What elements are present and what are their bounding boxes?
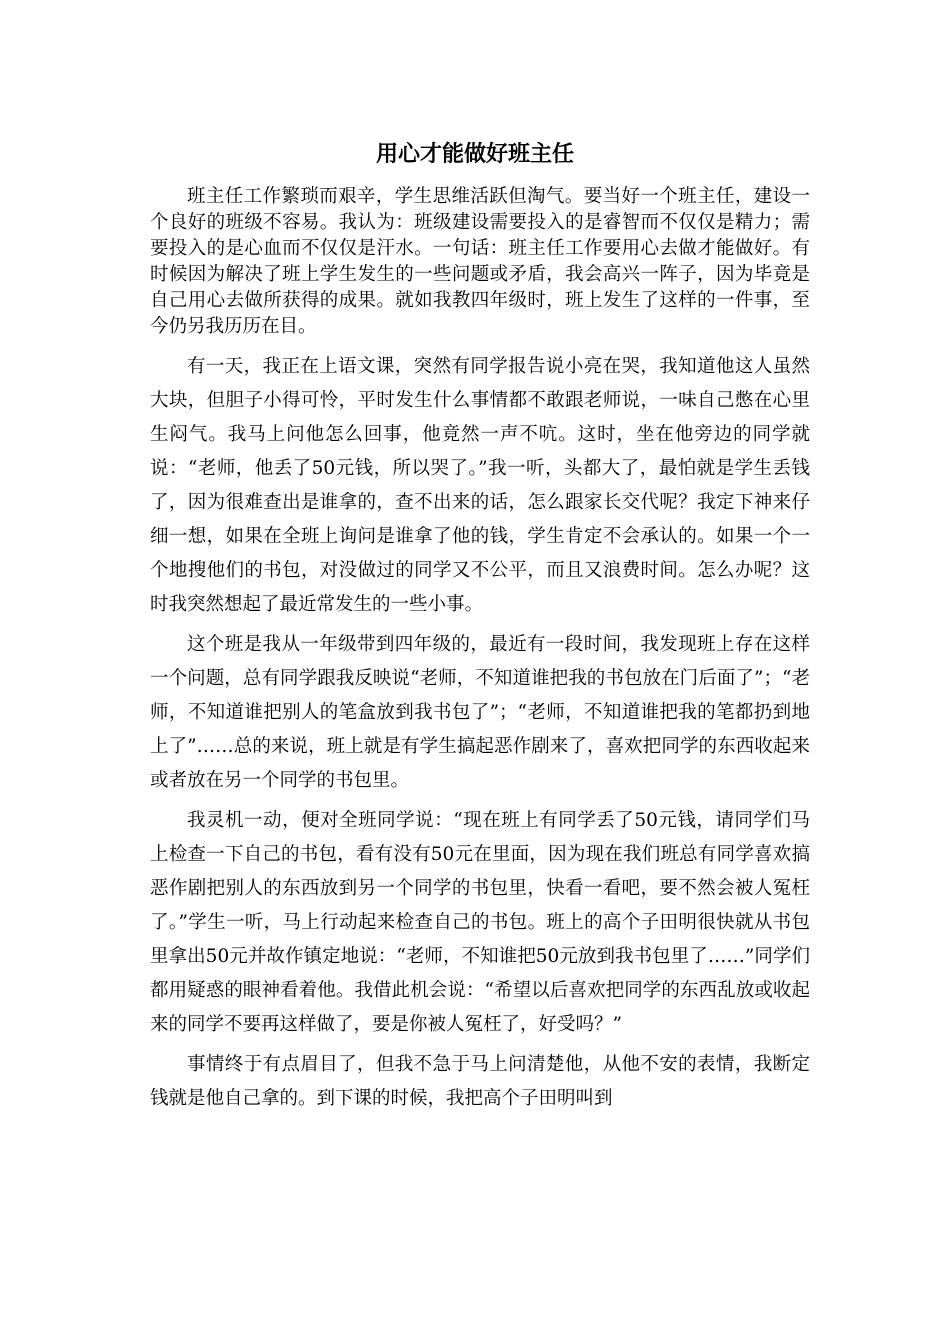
document-body xyxy=(150,184,810,1122)
document-title: 用心才能做好班主任 xyxy=(375,141,574,167)
paragraph-5: 事情终于有点眉目了，但我不急于马上问清楚他，从他不安的表情，我断定钱就是他自己拿的。到下课的时候，我把高个子田明叫到 xyxy=(150,1054,810,1109)
paragraph-2: 有一天，我正在上语文课，突然有同学报告说小亮在哭，我知道他这人虽然大块，但胆子小得可怜，平时发生什么事情都不敢跟老师说，一味自己憋在心里生闷气。我马上问他怎么回事，他竟然一声不吭。这时，坐在他旁边的同学就说：“老师，他丢了50元钱，所以哭了。”我一听，头都大了，最怕就是学生丢钱了，因为很难查出是谁拿的，查不出来的话，怎么跟家长交代呢？我定下神来仔细一想，如果在全班上询问是谁拿了他的钱，学生肯定不会承认的。如果一个一个地搜他们的书包，对没做过的同学又不公平，而且又浪费时间。怎么办呢？这时我突然想起了最近常发生的一些小事。 xyxy=(150,356,810,615)
paragraph-4: 我灵机一动，便对全班同学说：“现在班上有同学丢了50元钱，请同学们马上检查一下自己的书包，看有没有50元在里面，因为现在我们班总有同学喜欢搞恶作剧把别人的东西放到另一个同学的书包里，快看一看吧，要不然会被人冤枉了。”学生一听，马上行动起来检查自己的书包。班上的高个子田明很快就从书包里拿出50元并故作镇定地说：“老师，不知谁把50元放到我书包里了……”同学们都用疑惑的眼神看着他。我借此机会说：“希望以后喜欢把同学的东西乱放或收起来的同学不要再这样做了，要是你被人冤枉了，好受吗？” xyxy=(150,810,810,1035)
paragraph-1: 班主任工作繁琐而艰辛，学生思维活跃但淘气。要当好一个班主任，建设一个良好的班级不容易。我认为：班级建设需要投入的是睿智而不仅仅是精力；需要投入的是心血而不仅仅是汗水。一句话：班主任工作要用心去做才能做好。有时候因为解决了班上学生发生的一些问题或矛盾，我会高兴一阵子，因为毕竟是自己用心去做所获得的成果。就如我教四年级时，班上发生了这样的一件事，至今仍另我历历在目。 xyxy=(150,186,810,337)
paragraph-3: 这个班是我从一年级带到四年级的，最近有一段时间，我发现班上存在这样一个问题，总有同学跟我反映说“老师，不知道谁把我的书包放在门后面了”；“老师，不知道谁把别人的笔盒放到我书包了”；“老师，不知道谁把我的笔都扔到地上了”……总的来说，班上就是有学生搞起恶作剧来了，喜欢把同学的东西收起来或者放在另一个同学的书包里。 xyxy=(150,634,810,791)
